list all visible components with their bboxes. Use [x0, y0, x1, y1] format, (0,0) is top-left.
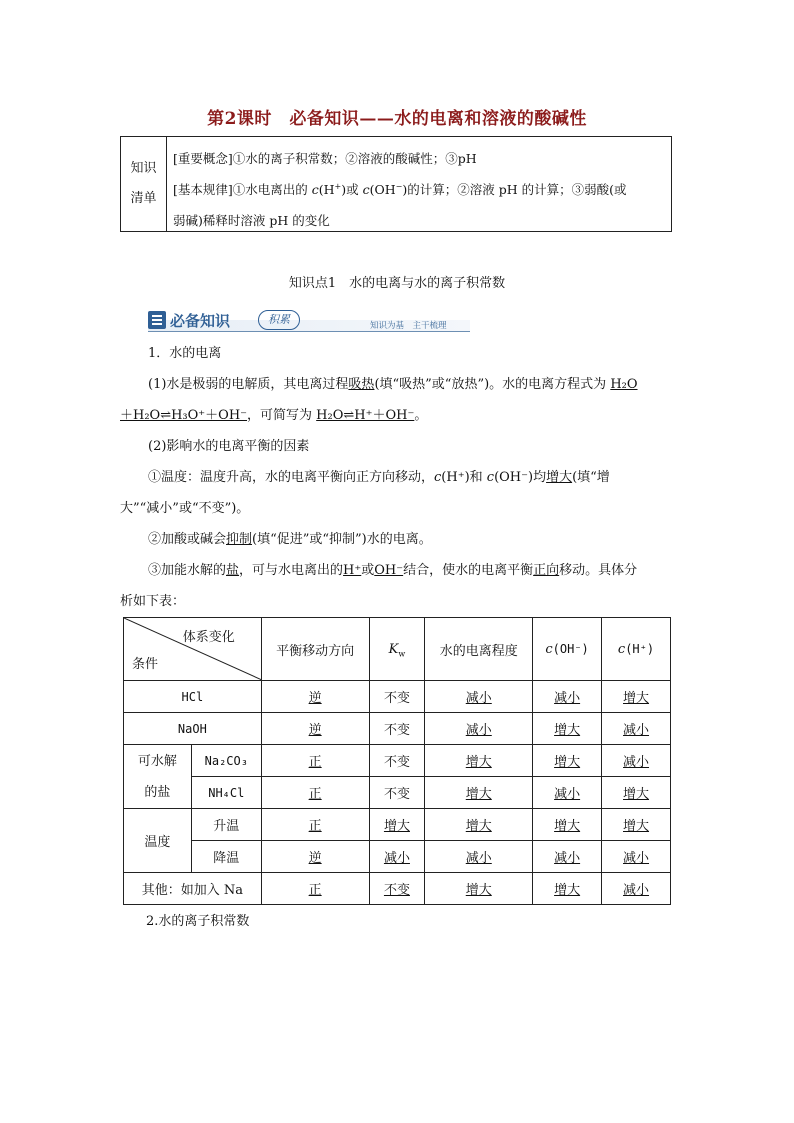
- text-span: c: [311, 182, 319, 197]
- cell-value: 不变: [383, 691, 410, 706]
- section-heading: 2.水的离子积常数: [146, 914, 250, 929]
- answer-blank: 增大: [465, 755, 492, 770]
- knowledge-list-line: [173, 174, 667, 205]
- table-header-row: [124, 618, 671, 681]
- cell-value: 不变: [383, 723, 410, 738]
- paragraph: [148, 524, 432, 555]
- answer-blank: 增大: [554, 723, 581, 738]
- table-cell: [533, 809, 602, 841]
- answer-blank: 盐: [226, 563, 240, 578]
- table-cell: [533, 841, 602, 873]
- cell-value: 不变: [383, 755, 410, 770]
- table-row: [124, 841, 671, 873]
- banner-label: 必备知识: [170, 312, 231, 330]
- text-span: )或: [341, 182, 363, 197]
- answer-blank: 增大: [623, 819, 650, 834]
- knowledge-list-label-line2: 清单: [130, 191, 157, 206]
- text-span: K: [388, 641, 399, 657]
- answer-blank: 增大: [465, 883, 492, 898]
- table-cell: [261, 873, 369, 905]
- header-top-label: 体系变化: [182, 630, 235, 645]
- paragraph: 析如下表：: [120, 594, 186, 609]
- table-cell: [602, 777, 671, 809]
- table-cell: [369, 745, 425, 777]
- table-cell: [369, 841, 425, 873]
- table-cell: [261, 681, 369, 713]
- answer-blank: 减小: [623, 755, 650, 770]
- text-span: (OH: [369, 182, 396, 197]
- answer-blank: 减小: [623, 723, 650, 738]
- section-heading: (2)影响水的电离平衡的因素: [148, 439, 310, 454]
- text-span: (填“吸热”或“放热”)。水的电离方程式为: [374, 377, 611, 392]
- text-span: [基本规律]①水电离出的: [173, 182, 312, 197]
- table-cell: [533, 681, 602, 713]
- column-header: [369, 618, 425, 681]
- answer-blank: 吸热: [348, 377, 375, 392]
- answer-blank: 增大: [554, 819, 581, 834]
- text-span: c: [545, 641, 553, 657]
- text-span: 或: [361, 563, 375, 578]
- answer-blank: 减小: [465, 851, 492, 866]
- answer-blank: 正: [308, 819, 322, 834]
- table-cell: [261, 777, 369, 809]
- knowledge-list-label: [121, 137, 167, 231]
- column-header: 水的电离程度: [425, 618, 533, 681]
- text-span: ，可简写为: [247, 408, 317, 423]
- knowledge-list-line: [重要概念]①水的离子积常数；②溶液的酸碱性；③pH: [173, 151, 477, 166]
- paragraph: [148, 369, 638, 400]
- answer-blank: 增大: [623, 787, 650, 802]
- banner-subtitle: 知识为基 主干梳理: [370, 321, 447, 331]
- text-span: (OH⁻)均: [494, 470, 547, 485]
- table-body: [124, 681, 671, 905]
- answer-blank: 逆: [308, 851, 322, 866]
- text-span: ，可与水电离出的: [239, 563, 344, 578]
- answer-blank: 正: [308, 755, 322, 770]
- table-cell: [602, 745, 671, 777]
- ionization-table: [123, 617, 671, 905]
- paragraph: [120, 400, 427, 431]
- table-cell: [261, 745, 369, 777]
- row-group-label: [124, 745, 192, 809]
- section-heading: 1．水的电离: [148, 346, 222, 361]
- cell-value: 不变: [383, 787, 410, 802]
- answer-blank: 减小: [623, 851, 650, 866]
- text-span: −: [395, 181, 403, 191]
- table-cell: [261, 713, 369, 745]
- answer-blank: 逆: [308, 723, 322, 738]
- answer-blank: 逆: [308, 691, 322, 706]
- text-span: 移动。具体分: [559, 563, 638, 578]
- answer-blank: 增大: [623, 691, 650, 706]
- table-cell: [369, 777, 425, 809]
- table-cell: [369, 809, 425, 841]
- answer-blank: 增大: [465, 787, 492, 802]
- text-span: (填“增: [572, 470, 610, 485]
- answer-blank: ＋H₂O⇌H₃O⁺＋OH⁻: [120, 408, 248, 423]
- text-span: ②加酸或碱会: [148, 532, 227, 547]
- answer-blank: 减小: [465, 691, 492, 706]
- knowledge-list-box: [120, 136, 672, 232]
- page-title: 第2课时 必备知识——水的电离和溶液的酸碱性: [207, 109, 587, 129]
- book-list-icon: [148, 311, 166, 329]
- table-cell: [425, 681, 533, 713]
- group-label-line: 可水解: [137, 753, 177, 769]
- answer-blank: 减小: [554, 691, 581, 706]
- table-cell: [602, 873, 671, 905]
- diagonal-header-cell: [124, 618, 262, 681]
- row-label: 降温: [191, 841, 261, 873]
- table-row: [124, 777, 671, 809]
- text-span: 。: [414, 408, 428, 423]
- text-span: c: [486, 470, 495, 485]
- group-label-line: 的盐: [144, 784, 171, 800]
- row-label: NaOH: [124, 713, 262, 745]
- table-row: [124, 873, 671, 905]
- text-span: +: [334, 181, 342, 191]
- answer-blank: H⁺: [343, 563, 362, 578]
- text-span: ①温度：温度升高，水的电离平衡向正方向移动，: [148, 470, 435, 485]
- text-span: c: [362, 182, 370, 197]
- answer-blank: 正向: [533, 563, 560, 578]
- answer-blank: 减小: [465, 723, 492, 738]
- text-span: (H⁺)和: [441, 470, 487, 485]
- answer-blank: 减小: [383, 851, 410, 866]
- table-row: [124, 809, 671, 841]
- column-header: 平衡移动方向: [261, 618, 369, 681]
- table-cell: [369, 873, 425, 905]
- text-span: ③加能水解的: [148, 563, 227, 578]
- text-span: (H: [318, 182, 335, 197]
- row-label: 升温: [191, 809, 261, 841]
- table-cell: [425, 745, 533, 777]
- table-cell: [425, 713, 533, 745]
- answer-blank: OH⁻: [374, 563, 404, 578]
- section-banner: [148, 308, 470, 332]
- header-bottom-label: 条件: [132, 657, 159, 672]
- text-span: (1)水是极弱的电解质，其电离过程: [148, 377, 349, 392]
- table-cell: [261, 809, 369, 841]
- table-cell: [369, 713, 425, 745]
- table-cell: [369, 681, 425, 713]
- answer-blank: 减小: [623, 883, 650, 898]
- text-span: w: [398, 649, 406, 659]
- table-cell: [425, 809, 533, 841]
- text-span: (H⁺): [625, 641, 655, 656]
- answer-blank: 正: [308, 787, 322, 802]
- text-span: (填“促进”或“抑制”)水的电离。: [252, 532, 432, 547]
- column-header: [533, 618, 602, 681]
- paragraph: 大”“减小”或“不变”)。: [120, 501, 250, 516]
- table-cell: [602, 841, 671, 873]
- table-cell: [533, 745, 602, 777]
- answer-blank: H₂O⇌H⁺＋OH⁻: [316, 408, 415, 423]
- table-cell: [533, 873, 602, 905]
- answer-blank: 增大: [554, 883, 581, 898]
- answer-blank: 增大: [465, 819, 492, 834]
- text-span: 结合，使水的电离平衡: [403, 563, 534, 578]
- table-row: [124, 745, 671, 777]
- text-span: )的计算；②溶液 pH 的计算；③弱酸(或: [402, 182, 627, 197]
- column-header: [602, 618, 671, 681]
- table-cell: [533, 777, 602, 809]
- banner-seal: 积累: [258, 310, 300, 330]
- knowledge-list-content: [173, 143, 667, 236]
- row-label: Na₂CO₃: [191, 745, 261, 777]
- text-span: (OH⁻): [552, 641, 589, 656]
- table-cell: [602, 713, 671, 745]
- table-cell: [425, 841, 533, 873]
- paragraph: [148, 555, 637, 586]
- answer-blank: H₂O: [610, 377, 638, 392]
- knowledge-point-heading: 知识点1 水的电离与水的离子积常数: [288, 276, 506, 291]
- answer-blank: 增大: [554, 755, 581, 770]
- table-cell: [602, 681, 671, 713]
- table-row: [124, 713, 671, 745]
- table-row: [124, 681, 671, 713]
- row-label: 其他：如加入 Na: [124, 873, 262, 905]
- table-cell: [425, 777, 533, 809]
- knowledge-list-line: 弱碱)稀释时溶液 pH 的变化: [173, 213, 330, 228]
- answer-blank: 增大: [383, 819, 410, 834]
- row-label: NH₄Cl: [191, 777, 261, 809]
- row-label: HCl: [124, 681, 262, 713]
- table-cell: [261, 841, 369, 873]
- text-span: c: [434, 470, 442, 485]
- paragraph: [148, 462, 610, 493]
- answer-blank: 不变: [383, 883, 410, 898]
- answer-blank: 减小: [554, 787, 581, 802]
- table-cell: [533, 713, 602, 745]
- answer-blank: 增大: [546, 470, 573, 485]
- knowledge-list-label-line1: 知识: [130, 161, 157, 176]
- table-cell: [425, 873, 533, 905]
- row-group-label: 温度: [124, 809, 192, 873]
- answer-blank: 抑制: [226, 532, 253, 547]
- answer-blank: 正: [308, 883, 322, 898]
- answer-blank: 减小: [554, 851, 581, 866]
- text-span: c: [617, 641, 626, 657]
- table-cell: [602, 809, 671, 841]
